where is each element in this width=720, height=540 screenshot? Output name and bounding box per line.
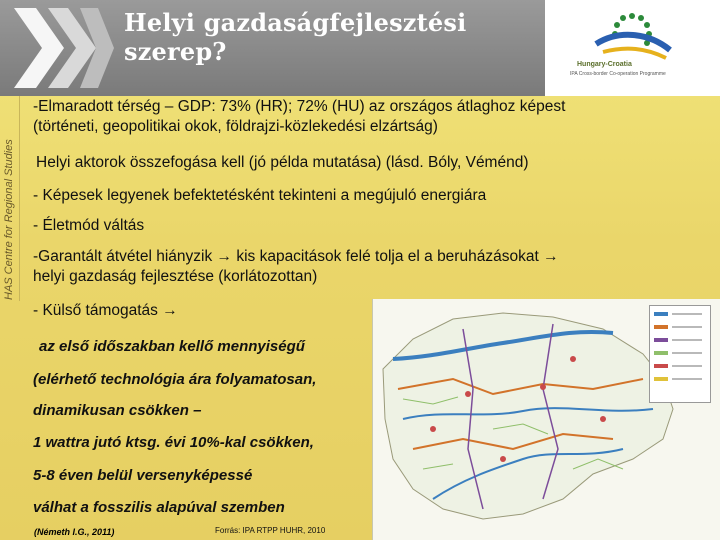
bullet-lifestyle: - Életmód váltás [33,217,145,234]
bullet-guarantee [33,247,559,287]
eu-stars-logo-icon [548,4,718,92]
legend-text-placeholder [672,378,702,380]
regional-map [372,299,720,540]
legend-text-placeholder [672,313,702,315]
legend-row [654,322,706,332]
legend-swatch [654,338,668,342]
italic-line-2: (elérhető technológia ára folyamatosan, [33,371,317,388]
bullet-external-support-text: - Külső támogatás [33,302,163,319]
bullet-gdp [33,97,565,137]
bullet-investment: - Képesek legyenek befektetésként tekinteni a megújuló energiára [33,187,487,204]
italic-line-4: 1 wattra jutó ktsg. évi 10%-kal csökken, [33,434,314,451]
bullet-guarantee-line-2: helyi gazdaság fejlesztése (korlátozottan) [33,268,318,285]
bullet-guarantee-text-a: -Garantált átvétel hiányzik [33,248,217,265]
bullet-actors: Helyi aktorok összefogása kell (jó példa mutatása) (lásd. Bóly, Véménd) [36,154,529,171]
bullet-external-support [33,301,178,321]
partner-subtitle: IPA Cross-border Co-operation Programme [570,71,666,77]
legend-swatch [654,377,668,381]
legend-text-placeholder [672,352,702,354]
vertical-institute-label: HAS Centre for Regional Studies [3,139,15,300]
citation-author: (Németh I.G., 2011) [34,527,115,537]
italic-line-1: az első időszakban kellő mennyiségű [39,338,305,355]
chevron-logo-icon [6,2,116,94]
arrow-icon: → [543,248,559,265]
italic-line-6: válhat a fosszilis alapúval szemben [33,499,285,516]
legend-row [654,348,706,358]
bullet-guarantee-text-b: kis kapacitások felé tolja el a beruházásokat [232,248,544,265]
italic-line-5: 5-8 éven belül versenyképessé [33,467,253,484]
legend-text-placeholder [672,339,702,341]
legend-row [654,361,706,371]
italic-line-3: dinamikusan csökken – [33,402,202,419]
legend-swatch [654,312,668,316]
legend-swatch [654,364,668,368]
arrow-icon: → [216,248,233,265]
legend-row [654,335,706,345]
bullet-gdp-line-1: -Elmaradott térség – GDP: 73% (HR); 72% (HU) az országos átlaghoz képest [33,98,566,115]
sidebar-divider [19,96,20,301]
map-legend [649,305,711,403]
legend-text-placeholder [672,326,702,328]
title-line-2: szerep? [124,37,227,66]
legend-row [654,374,706,384]
page-title [124,8,544,66]
map-source: Forrás: IPA RTPP HUHR, 2010 [215,526,326,535]
header [0,0,720,96]
legend-swatch [654,351,668,355]
legend-swatch [654,325,668,329]
bullet-guarantee-line-1 [33,247,559,267]
partner-name: Hungary-Croatia [577,61,632,68]
arrow-icon: → [162,302,178,319]
legend-row [654,309,706,319]
title-line-1: Helyi gazdaságfejlesztési [124,8,467,37]
bullet-gdp-line-2: (történeti, geopolitikai okok, földrajzi-közlekedési elzártság) [33,118,438,135]
legend-text-placeholder [672,365,702,367]
